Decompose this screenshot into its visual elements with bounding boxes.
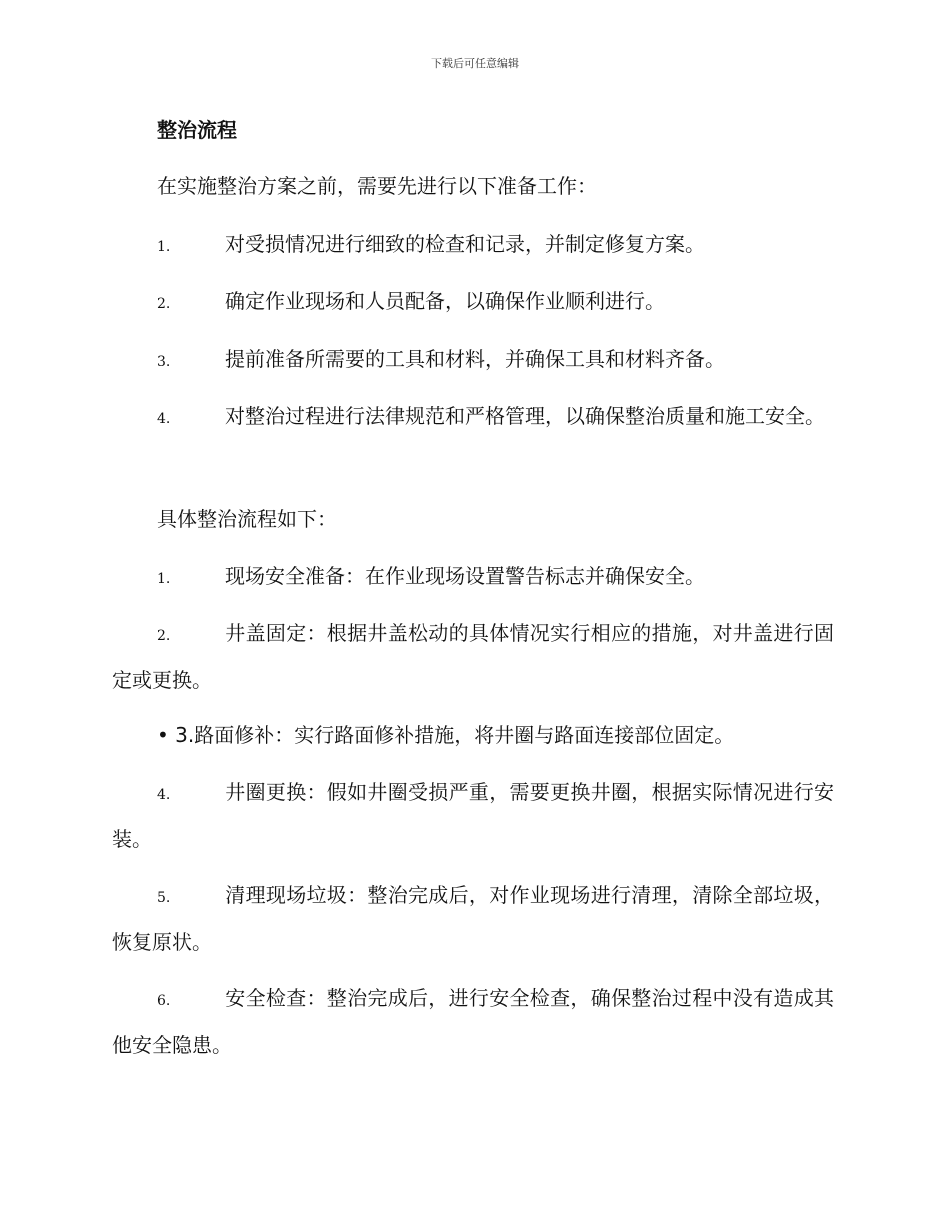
step-item-text: 井盖固定：根据井盖松动的具体情况实行相应的措施，对井盖进行固定或更换。 [112,621,834,692]
prep-item-text: 提前准备所需要的工具和材料，并确保工具和材料齐备。 [225,347,725,371]
steps-intro: 具体整治流程如下： [157,507,337,531]
prep-item-text: 对整治过程进行法律规范和严格管理，以确保整治质量和施工安全。 [225,404,825,428]
prep-item-4 [112,394,834,441]
page-header: 下载后可任意编辑 [431,57,519,70]
step-item-6 [112,976,834,1067]
step-item-4 [112,770,834,861]
prep-item-number: 1. [157,239,171,255]
prep-item-number: 4. [157,411,171,427]
prep-item-number: 2. [157,296,171,312]
step-item-number: 1. [157,571,171,587]
step-item-5 [112,873,834,964]
step-item-2 [112,611,834,702]
step-item-text: • 3.路面修补：实行路面修补措施，将井圈与路面连接部位固定。 [157,723,735,747]
prep-item-number: 3. [157,354,171,370]
prep-item-text: 对受损情况进行细致的检查和记录，并制定修复方案。 [225,232,705,256]
step-item-text: 安全检查：整治完成后，进行安全检查，确保整治过程中没有造成其他安全隐患。 [112,986,834,1057]
section-title: 整治流程 [157,118,237,142]
step-item-number: 5. [157,890,171,906]
step-item-text: 清理现场垃圾：整治完成后，对作业现场进行清理，清除全部垃圾，恢复原状。 [112,883,834,954]
prep-item-1 [112,222,834,269]
step-item-3 [157,713,834,757]
step-item-1 [112,554,834,601]
step-item-text: 井圈更换：假如井圈受损严重，需要更换井圈，根据实际情况进行安装。 [112,780,834,851]
step-item-text: 现场安全准备：在作业现场设置警告标志并确保安全。 [225,564,705,588]
step-item-number: 6. [157,993,171,1009]
prep-intro: 在实施整治方案之前，需要先进行以下准备工作： [157,174,597,198]
prep-item-2 [112,279,834,326]
step-item-number: 4. [157,787,171,803]
step-item-number: 2. [157,628,171,644]
prep-item-text: 确定作业现场和人员配备，以确保作业顺利进行。 [225,289,665,313]
prep-item-3 [112,337,834,384]
